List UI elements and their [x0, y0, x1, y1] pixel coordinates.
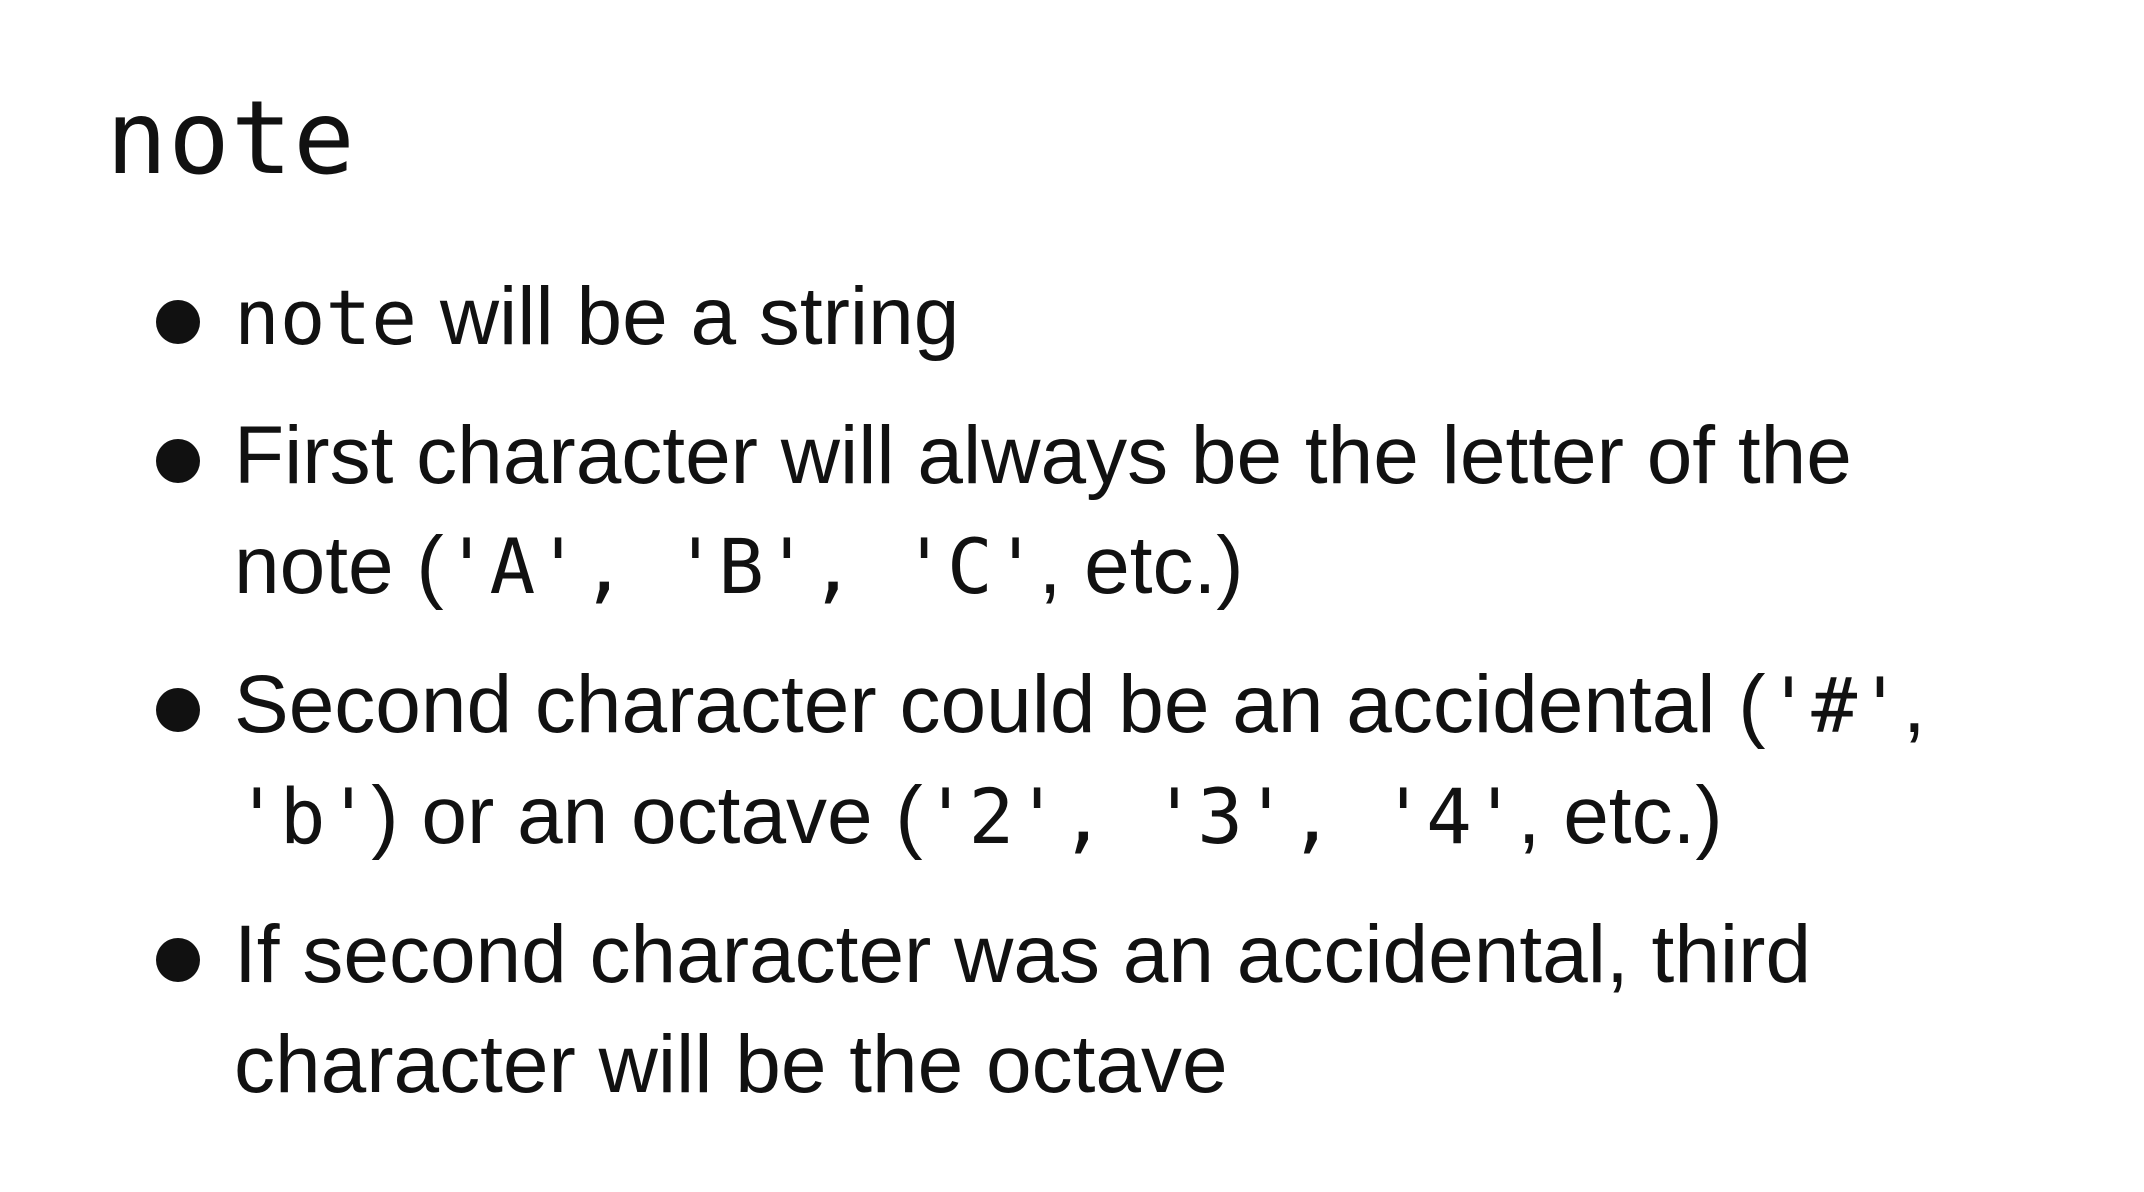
inline-code-two: '2' [922, 772, 1061, 861]
bullet-text-line-two [234, 1010, 2070, 1120]
bullet-dot-icon [156, 938, 200, 982]
inline-code-flat: 'b' [234, 772, 372, 861]
bullet-text: , etc.) [1517, 770, 1723, 861]
bullet-text: will be a string [417, 271, 960, 362]
bullet-text-line-two [234, 511, 2070, 622]
bullet-item-third-character [150, 900, 2070, 1120]
bullet-text: ) or an octave ( [371, 770, 923, 861]
inline-code-b: 'B' [672, 522, 810, 611]
bullet-separator: , [1902, 659, 1926, 750]
bullet-item-note-string [150, 262, 2070, 373]
bullet-text: First character will always be the letter of the [234, 410, 1852, 501]
bullet-item-second-character [150, 650, 2070, 872]
bullet-text: , etc.) [1038, 520, 1244, 611]
bullet-list [150, 262, 2070, 1148]
inline-code-separator: , [580, 522, 673, 611]
inline-code-three: '3' [1151, 772, 1289, 861]
bullet-text: If second character was an accidental, third [234, 909, 1812, 1000]
slide-title: note [106, 79, 356, 198]
bullet-dot-icon [156, 300, 200, 344]
inline-code-sharp: '#' [1765, 661, 1903, 750]
bullet-text: character will be the octave [234, 1019, 1228, 1110]
inline-code-note: note [234, 273, 418, 362]
inline-code-four: '4' [1380, 772, 1518, 861]
inline-code-a: 'A' [443, 522, 581, 611]
inline-code-separator: , [809, 522, 902, 611]
inline-code-separator: , [1060, 772, 1152, 861]
inline-code-separator: , [1288, 772, 1381, 861]
bullet-dot-icon [156, 688, 200, 732]
inline-code-c: 'C' [901, 522, 1039, 611]
bullet-text: Second character could be an accidental ( [234, 659, 1766, 750]
bullet-dot-icon [156, 439, 200, 483]
bullet-item-first-character [150, 401, 2070, 622]
bullet-text: note ( [234, 520, 444, 611]
bullet-text-line-two [234, 761, 2070, 872]
